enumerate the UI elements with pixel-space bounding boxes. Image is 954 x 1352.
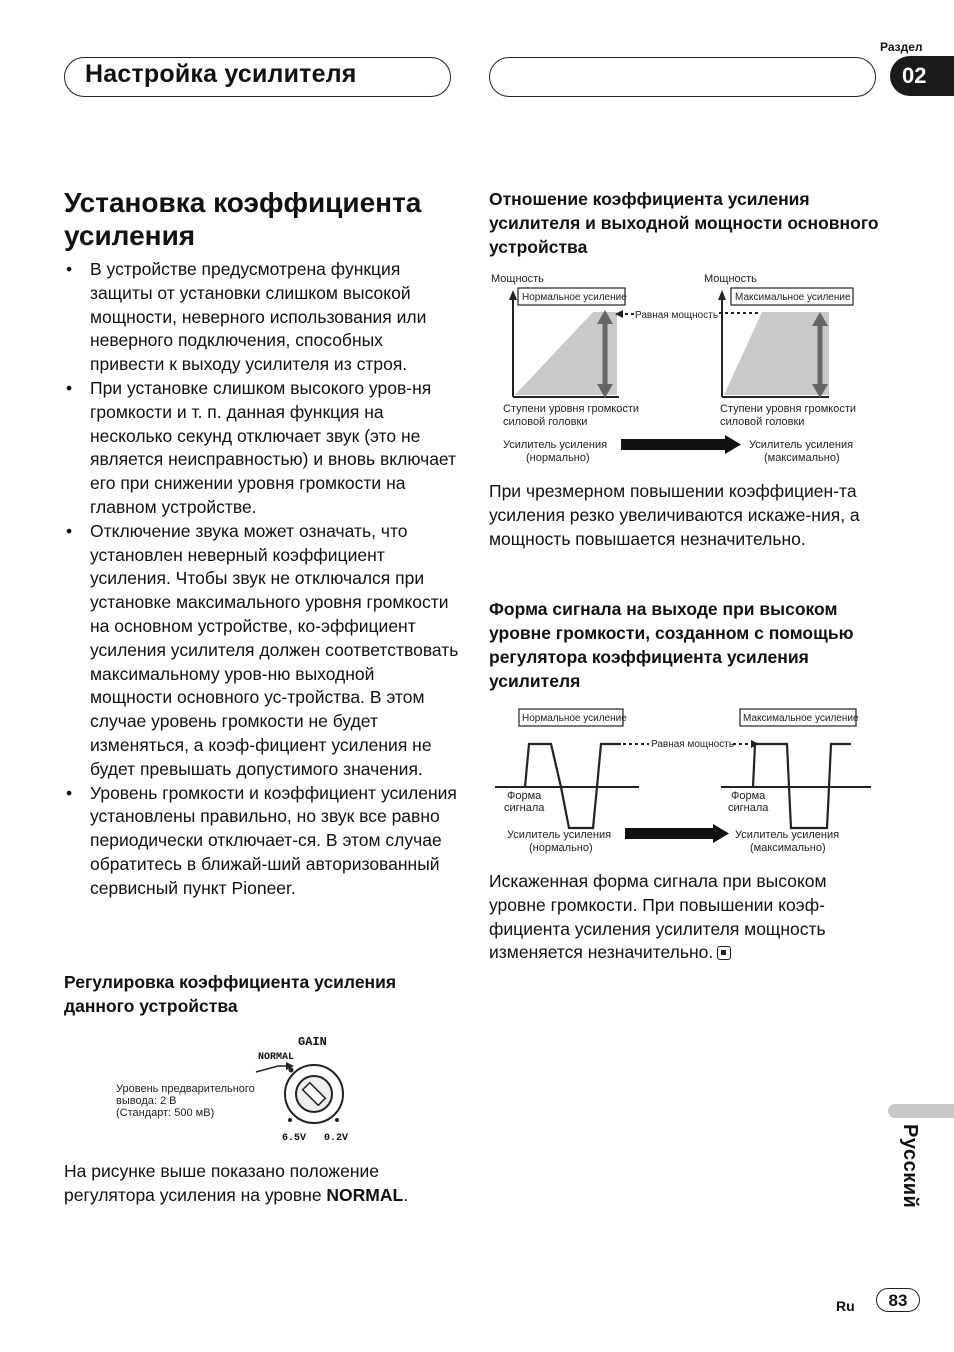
waveform-paragraph (489, 870, 881, 965)
power-axis-label: Мощность (491, 273, 544, 285)
amp-max-line2: (максимально) (764, 452, 840, 464)
list-item (64, 258, 459, 377)
language-label: Русский (899, 1124, 921, 1209)
page-title: Настройка усилителя (85, 60, 357, 88)
bullet-icon: • (66, 259, 73, 279)
preout-caption-line3: (Стандарт: 500 мВ) (116, 1107, 215, 1119)
normal-gain-label: Нормальное усиление (522, 713, 627, 724)
normal-label: NORMAL (258, 1052, 295, 1063)
max-gain-label: Максимальное усиление (743, 713, 859, 724)
equal-power-label: Равная мощность (635, 310, 719, 321)
end-of-section-icon (717, 946, 731, 960)
bullet-icon: • (66, 782, 73, 803)
gain-power-diagram (489, 266, 881, 466)
amp-max-line2: (максимально) (750, 842, 826, 854)
waveform-paragraph-text: Искаженная форма сигнала при высоком уровне громкости. При повышении коэф-фициента усиления усилителя мощность изменяется незначительно. (489, 871, 827, 963)
list-item (64, 377, 459, 520)
amp-max-line1: Усилитель усиления (749, 439, 854, 451)
waveform-label-right-2: сигнала (728, 802, 769, 814)
min-voltage-label: 6.5V (282, 1133, 307, 1144)
closing-text-prefix: На рисунке выше показано положение регулятора усиления на уровне (64, 1161, 380, 1205)
bullet-text: В устройстве предусмотрена функция защиты от установки слишком высокой мощности, неверного использования или неверного подключения, способных привести к выходу усилителя из строя. (90, 259, 427, 375)
transition-arrow-shaft (625, 828, 715, 839)
section-number-badge: 02 (890, 56, 954, 96)
gain-adjust-heading: Регулировка коэффициента усиления данного устройства (64, 972, 397, 1016)
transition-arrow-shaft (621, 439, 727, 450)
normal-gain-label: Нормальное усиление (522, 292, 627, 303)
bullet-icon: • (66, 377, 73, 398)
amp-normal-line2: (нормально) (529, 842, 593, 854)
waveform-label-left-2: сигнала (504, 802, 545, 814)
normal-pointer-line (256, 1066, 291, 1072)
distortion-paragraph: При чрезмерном повышении коэффициен-та усиления резко увеличиваются искаже-ния, а мощность повышается незначительно. (489, 481, 860, 549)
bullet-list (64, 258, 459, 901)
lang-code: Ru (836, 1298, 855, 1314)
waveform-label-left-1: Форма (507, 790, 542, 802)
closing-text-suffix: . (403, 1184, 409, 1205)
equal-power-label: Равная мощность (651, 739, 735, 750)
bullet-text: Отключение звука может означать, что установлен неверный коэффициент усиления. Чтобы звук не отключался при установке максимального уровня громкости на основном устройстве, ко-эффициент усиления усилителя должен соответствовать максимальному уров-ню выходной мощности основного ус-тройства. В этом случае уровень громкости не будет изменяться, а коэф-фициент усиления не будет превышать допустимого значения. (90, 520, 459, 779)
bullet-text: Уровень громкости и коэффициент усиления установлены правильно, но звук все равно периодически отключает-ся. В этом случае обратитесь в ближай-ший авторизованный сервисный пункт Pioneer. (90, 782, 457, 898)
preout-caption-line1: Уровень предварительного (116, 1083, 255, 1095)
gain-closing-text (64, 1160, 459, 1208)
list-item (64, 520, 459, 782)
steps-caption-left-2: силовой головки (503, 416, 588, 428)
gain-title: GAIN (298, 1035, 327, 1049)
waveform-heading: Форма сигнала на выходе при высоком уровне громкости, созданном с помощью регулятора коэффициента усиления усилителя (489, 599, 854, 691)
bullet-icon: • (66, 520, 73, 541)
max-gain-label: Максимальное усиление (735, 292, 851, 303)
axis-arrow-icon (509, 290, 517, 300)
waveform-label-right-1: Форма (731, 790, 766, 802)
max-position-dot (335, 1118, 339, 1122)
amp-max-line1: Усилитель усиления (735, 829, 840, 841)
relationship-heading: Отношение коэффициента усиления усилителя и выходной мощности основного устройства (489, 189, 879, 257)
max-voltage-label: 0.2V (324, 1133, 349, 1144)
waveform-diagram (489, 704, 881, 860)
power-axis-label-right: Мощность (704, 273, 757, 285)
amp-normal-line1: Усилитель усиления (503, 439, 608, 451)
axis-arrow-icon (718, 290, 726, 300)
bullet-text: При установке слишком высокого уров-ня громкости и т. п. данная функция на несколько секунд отключает звук (это не является неисправностью) и вновь включает его при снижении уровня громкости на главном устройстве. (90, 377, 457, 517)
normal-position-dot (289, 1068, 294, 1073)
amp-normal-line1: Усилитель усиления (507, 829, 612, 841)
min-position-dot (288, 1118, 292, 1122)
steps-caption-left-1: Ступени уровня громкости (503, 403, 640, 415)
normal-power-area (515, 312, 617, 395)
right-arrow-icon (725, 435, 741, 454)
steps-caption-right-2: силовой головки (720, 416, 805, 428)
header-blank-frame (489, 57, 876, 97)
preout-caption-line2: вывода: 2 В (116, 1095, 177, 1107)
list-item (64, 782, 459, 901)
language-tab (888, 1104, 954, 1118)
page-number: 83 (876, 1288, 920, 1312)
right-arrow-icon (713, 824, 729, 843)
main-heading: Установка коэффициента усиления (64, 187, 422, 251)
gain-knob-figure (110, 1030, 360, 1145)
steps-caption-right-1: Ступени уровня громкости (720, 403, 857, 415)
closing-text-bold: NORMAL (326, 1184, 404, 1205)
section-label: Раздел (880, 40, 923, 54)
amp-normal-line2: (нормально) (526, 452, 590, 464)
